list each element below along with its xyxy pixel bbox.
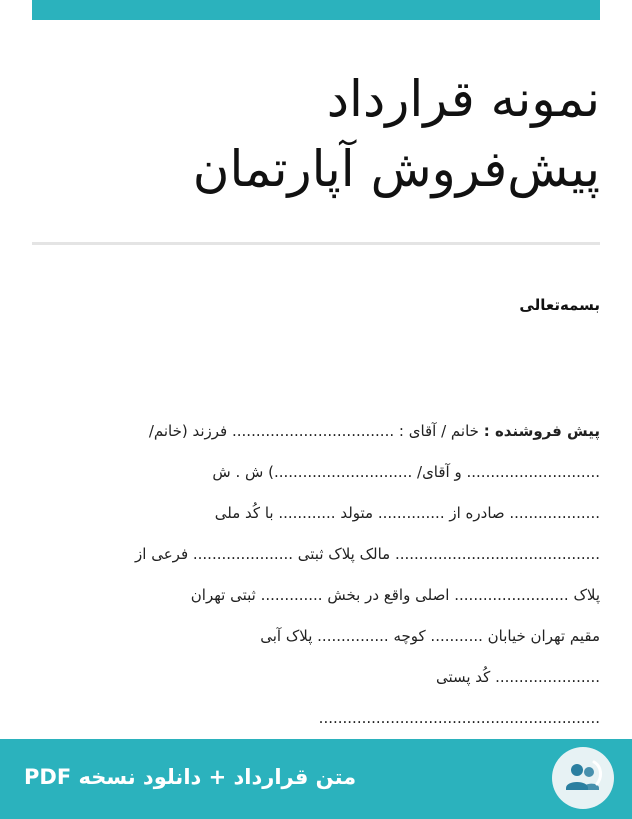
basmala-heading: بسمه‌تعالی <box>519 296 600 314</box>
contract-line: مقیم تهران خیابان ........... کوچه ............... پلاک آبی <box>260 627 600 645</box>
download-banner[interactable] <box>0 739 632 819</box>
page-title <box>32 64 600 204</box>
contract-line: ................... صادره از .............. متولد ............ با کُد ملی <box>214 504 600 522</box>
seller-label: پیش فروشنده : <box>483 422 600 440</box>
top-accent-bar <box>32 0 600 20</box>
site-logo[interactable] <box>552 747 614 809</box>
contract-line: ............................ و آقای/ .............................) ش . ش <box>212 463 600 481</box>
contract-line: ...................... کُد پستی <box>435 668 600 686</box>
contract-line-text: خانم / آقای : .................................. فرزند (خانم/ <box>148 422 484 440</box>
title-divider <box>32 242 600 245</box>
title-line-2: پیش‌فروش آپارتمان <box>192 140 600 198</box>
download-banner-text[interactable]: متن قرارداد + دانلود نسخه PDF <box>24 765 357 789</box>
contract-line: ........................................... مالک پلاک ثبتی ..................... فرعی از <box>135 545 600 563</box>
contract-line: ........................................................... <box>318 709 600 727</box>
contract-line: پلاک ........................ اصلی واقع در بخش ............. ثبتی تهران <box>190 586 600 604</box>
contract-body <box>32 414 600 742</box>
title-line-1: نمونه قرارداد <box>326 70 600 128</box>
contract-line <box>32 414 600 455</box>
users-icon <box>561 756 605 800</box>
